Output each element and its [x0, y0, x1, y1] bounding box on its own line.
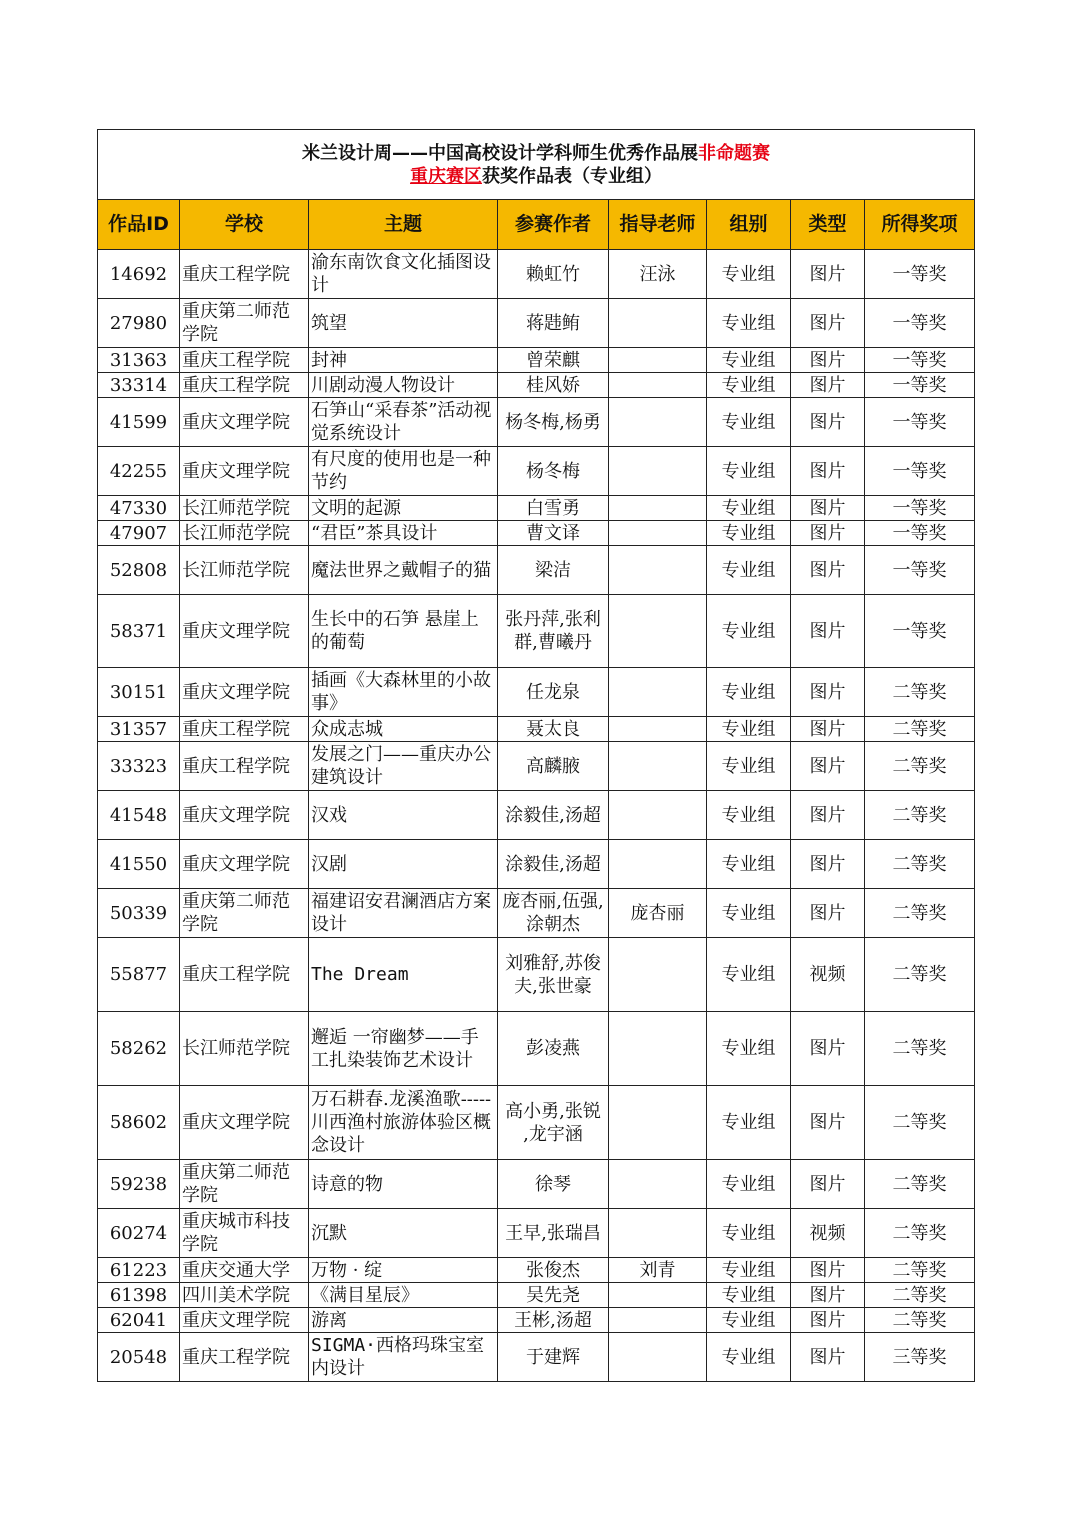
- cell-type: 图片: [791, 250, 865, 299]
- table-row: [98, 1160, 975, 1209]
- cell-type: 图片: [791, 1308, 865, 1333]
- cell-teacher: [609, 717, 707, 742]
- cell-award: 二等奖: [865, 938, 975, 1012]
- title-row: [98, 130, 975, 200]
- cell-author: 高小勇,张锐 ,龙宇涵: [498, 1086, 609, 1160]
- table-row: [98, 496, 975, 521]
- table-row: [98, 1012, 975, 1086]
- table-row: [98, 595, 975, 668]
- cell-topic: 邂逅 一帘幽梦——手工扎染装饰艺术设计: [309, 1012, 498, 1086]
- header-author: 参赛作者: [498, 200, 609, 250]
- cell-author: 梁洁: [498, 546, 609, 595]
- cell-author: 曹文译: [498, 521, 609, 546]
- cell-topic: 川剧动漫人物设计: [309, 373, 498, 398]
- table-row: [98, 299, 975, 348]
- cell-topic: SIGMA·西格玛珠宝室内设计: [309, 1333, 498, 1382]
- cell-type: 图片: [791, 717, 865, 742]
- cell-teacher: [609, 1308, 707, 1333]
- cell-author: 王早,张瑞昌: [498, 1209, 609, 1258]
- cell-author: 张丹萍,张利群,曹曦丹: [498, 595, 609, 668]
- cell-award: 三等奖: [865, 1333, 975, 1382]
- cell-school: 长江师范学院: [180, 1012, 309, 1086]
- cell-teacher: [609, 668, 707, 717]
- cell-award: 二等奖: [865, 1283, 975, 1308]
- cell-id: 41550: [98, 840, 180, 889]
- cell-topic: The Dream: [309, 938, 498, 1012]
- table-row: [98, 889, 975, 938]
- cell-id: 41548: [98, 791, 180, 840]
- table-row: [98, 938, 975, 1012]
- cell-type: 视频: [791, 1209, 865, 1258]
- title-highlight-1: 非命题赛: [698, 142, 770, 164]
- cell-teacher: 汪泳: [609, 250, 707, 299]
- cell-author: 聂太良: [498, 717, 609, 742]
- cell-id: 42255: [98, 447, 180, 496]
- cell-id: 31357: [98, 717, 180, 742]
- cell-school: 重庆文理学院: [180, 447, 309, 496]
- cell-award: 一等奖: [865, 398, 975, 447]
- table-row: [98, 250, 975, 299]
- cell-award: 二等奖: [865, 1209, 975, 1258]
- cell-id: 20548: [98, 1333, 180, 1382]
- table-row: [98, 1258, 975, 1283]
- cell-topic: 发展之门——重庆办公建筑设计: [309, 742, 498, 791]
- cell-author: 徐琴: [498, 1160, 609, 1209]
- cell-teacher: [609, 546, 707, 595]
- cell-award: 一等奖: [865, 373, 975, 398]
- cell-type: 图片: [791, 791, 865, 840]
- cell-teacher: 庞杏丽: [609, 889, 707, 938]
- cell-award: 二等奖: [865, 840, 975, 889]
- cell-author: 曾荣麒: [498, 348, 609, 373]
- title-highlight-2: 重庆赛区: [410, 165, 482, 187]
- cell-type: 图片: [791, 447, 865, 496]
- cell-author: 高麟腋: [498, 742, 609, 791]
- header-row: [98, 200, 975, 250]
- cell-topic: 沉默: [309, 1209, 498, 1258]
- cell-school: 重庆工程学院: [180, 250, 309, 299]
- cell-school: 重庆第二师范学院: [180, 299, 309, 348]
- cell-type: 图片: [791, 299, 865, 348]
- table-row: [98, 373, 975, 398]
- cell-topic: 汉戏: [309, 791, 498, 840]
- cell-topic: 众成志城: [309, 717, 498, 742]
- cell-school: 重庆工程学院: [180, 373, 309, 398]
- cell-school: 重庆工程学院: [180, 348, 309, 373]
- title-line-1-text: 米兰设计周——中国高校设计学科师生优秀作品展: [302, 142, 698, 164]
- table-row: [98, 521, 975, 546]
- table-row: [98, 1086, 975, 1160]
- cell-award: 一等奖: [865, 496, 975, 521]
- cell-school: 四川美术学院: [180, 1283, 309, 1308]
- cell-teacher: [609, 840, 707, 889]
- cell-topic: 游离: [309, 1308, 498, 1333]
- cell-school: 重庆交通大学: [180, 1258, 309, 1283]
- cell-author: 涂毅佳,汤超: [498, 791, 609, 840]
- cell-award: 二等奖: [865, 668, 975, 717]
- cell-id: 58602: [98, 1086, 180, 1160]
- cell-school: 重庆文理学院: [180, 1086, 309, 1160]
- cell-group: 专业组: [707, 373, 791, 398]
- header-group: 组别: [707, 200, 791, 250]
- cell-school: 长江师范学院: [180, 496, 309, 521]
- header-teacher: 指导老师: [609, 200, 707, 250]
- cell-type: 图片: [791, 1012, 865, 1086]
- cell-id: 62041: [98, 1308, 180, 1333]
- cell-school: 重庆文理学院: [180, 791, 309, 840]
- table-row: [98, 1308, 975, 1333]
- cell-topic: 文明的起源: [309, 496, 498, 521]
- cell-award: 二等奖: [865, 791, 975, 840]
- cell-teacher: [609, 447, 707, 496]
- cell-group: 专业组: [707, 668, 791, 717]
- cell-type: 图片: [791, 668, 865, 717]
- cell-school: 重庆第二师范学院: [180, 1160, 309, 1209]
- table-row: [98, 1283, 975, 1308]
- cell-id: 14692: [98, 250, 180, 299]
- cell-school: 重庆城市科技学院: [180, 1209, 309, 1258]
- cell-award: 一等奖: [865, 521, 975, 546]
- cell-school: 重庆文理学院: [180, 595, 309, 668]
- cell-type: 图片: [791, 546, 865, 595]
- cell-group: 专业组: [707, 717, 791, 742]
- table-row: [98, 668, 975, 717]
- cell-school: 重庆文理学院: [180, 1308, 309, 1333]
- cell-award: 二等奖: [865, 1012, 975, 1086]
- cell-award: 一等奖: [865, 348, 975, 373]
- cell-id: 55877: [98, 938, 180, 1012]
- cell-id: 27980: [98, 299, 180, 348]
- cell-type: 图片: [791, 742, 865, 791]
- cell-topic: 渝东南饮食文化插图设计: [309, 250, 498, 299]
- cell-group: 专业组: [707, 299, 791, 348]
- cell-author: 于建辉: [498, 1333, 609, 1382]
- cell-id: 50339: [98, 889, 180, 938]
- cell-topic: 插画《大森林里的小故事》: [309, 668, 498, 717]
- cell-author: 刘雅舒,苏俊夫,张世豪: [498, 938, 609, 1012]
- cell-group: 专业组: [707, 447, 791, 496]
- cell-topic: 生长中的石笋 悬崖上的葡萄: [309, 595, 498, 668]
- table-row: [98, 398, 975, 447]
- cell-school: 重庆工程学院: [180, 742, 309, 791]
- cell-school: 重庆第二师范学院: [180, 889, 309, 938]
- cell-topic: 《满目星辰》: [309, 1283, 498, 1308]
- cell-school: 重庆工程学院: [180, 717, 309, 742]
- cell-type: 图片: [791, 1086, 865, 1160]
- cell-group: 专业组: [707, 1086, 791, 1160]
- cell-teacher: [609, 299, 707, 348]
- cell-id: 61223: [98, 1258, 180, 1283]
- header-type: 类型: [791, 200, 865, 250]
- cell-award: 一等奖: [865, 299, 975, 348]
- cell-author: 蒋韪鲔: [498, 299, 609, 348]
- cell-group: 专业组: [707, 521, 791, 546]
- cell-teacher: [609, 348, 707, 373]
- cell-id: 41599: [98, 398, 180, 447]
- cell-teacher: [609, 938, 707, 1012]
- cell-school: 重庆文理学院: [180, 840, 309, 889]
- cell-award: 二等奖: [865, 742, 975, 791]
- cell-id: 61398: [98, 1283, 180, 1308]
- cell-topic: 万物 · 绽: [309, 1258, 498, 1283]
- cell-author: 彭凌燕: [498, 1012, 609, 1086]
- cell-type: 图片: [791, 496, 865, 521]
- cell-award: 一等奖: [865, 595, 975, 668]
- table-row: [98, 717, 975, 742]
- cell-group: 专业组: [707, 938, 791, 1012]
- table-row: [98, 791, 975, 840]
- cell-id: 33323: [98, 742, 180, 791]
- table-row: [98, 348, 975, 373]
- cell-topic: 筑望: [309, 299, 498, 348]
- table-row: [98, 447, 975, 496]
- cell-author: 张俊杰: [498, 1258, 609, 1283]
- title-line-2: [100, 165, 972, 188]
- cell-group: 专业组: [707, 1012, 791, 1086]
- cell-type: 图片: [791, 1333, 865, 1382]
- cell-group: 专业组: [707, 840, 791, 889]
- cell-type: 图片: [791, 1258, 865, 1283]
- cell-group: 专业组: [707, 1258, 791, 1283]
- cell-school: 重庆工程学院: [180, 938, 309, 1012]
- table-row: [98, 546, 975, 595]
- cell-group: 专业组: [707, 1283, 791, 1308]
- cell-type: 视频: [791, 938, 865, 1012]
- cell-teacher: [609, 373, 707, 398]
- cell-teacher: [609, 398, 707, 447]
- cell-id: 52808: [98, 546, 180, 595]
- title-line-2-text: 获奖作品表（专业组）: [482, 165, 662, 187]
- table-row: [98, 1209, 975, 1258]
- cell-award: 二等奖: [865, 1160, 975, 1209]
- header-topic: 主题: [309, 200, 498, 250]
- cell-award: 二等奖: [865, 717, 975, 742]
- cell-type: 图片: [791, 840, 865, 889]
- cell-teacher: [609, 791, 707, 840]
- cell-teacher: [609, 521, 707, 546]
- cell-topic: 魔法世界之戴帽子的猫: [309, 546, 498, 595]
- cell-group: 专业组: [707, 250, 791, 299]
- cell-topic: “君臣”茶具设计: [309, 521, 498, 546]
- cell-id: 33314: [98, 373, 180, 398]
- cell-award: 一等奖: [865, 546, 975, 595]
- cell-type: 图片: [791, 521, 865, 546]
- cell-id: 58262: [98, 1012, 180, 1086]
- cell-author: 杨冬梅: [498, 447, 609, 496]
- cell-award: 二等奖: [865, 1308, 975, 1333]
- cell-group: 专业组: [707, 496, 791, 521]
- header-id: 作品ID: [98, 200, 180, 250]
- cell-topic: 石笋山“采春茶”活动视觉系统设计: [309, 398, 498, 447]
- cell-author: 白雪勇: [498, 496, 609, 521]
- cell-topic: 福建诏安君澜酒店方案设计: [309, 889, 498, 938]
- awards-table: [97, 129, 975, 1382]
- cell-group: 专业组: [707, 398, 791, 447]
- cell-id: 58371: [98, 595, 180, 668]
- cell-school: 重庆文理学院: [180, 668, 309, 717]
- cell-type: 图片: [791, 889, 865, 938]
- cell-teacher: [609, 1086, 707, 1160]
- cell-teacher: 刘青: [609, 1258, 707, 1283]
- table-row: [98, 840, 975, 889]
- cell-school: 长江师范学院: [180, 546, 309, 595]
- cell-teacher: [609, 496, 707, 521]
- cell-type: 图片: [791, 373, 865, 398]
- cell-group: 专业组: [707, 1209, 791, 1258]
- cell-teacher: [609, 742, 707, 791]
- cell-author: 任龙泉: [498, 668, 609, 717]
- cell-teacher: [609, 1160, 707, 1209]
- cell-teacher: [609, 1209, 707, 1258]
- cell-author: 吴先尧: [498, 1283, 609, 1308]
- cell-group: 专业组: [707, 546, 791, 595]
- cell-group: 专业组: [707, 889, 791, 938]
- cell-author: 庞杏丽,伍强,涂朝杰: [498, 889, 609, 938]
- cell-group: 专业组: [707, 791, 791, 840]
- cell-id: 59238: [98, 1160, 180, 1209]
- header-award: 所得奖项: [865, 200, 975, 250]
- cell-type: 图片: [791, 348, 865, 373]
- cell-group: 专业组: [707, 1333, 791, 1382]
- cell-author: 涂毅佳,汤超: [498, 840, 609, 889]
- cell-id: 60274: [98, 1209, 180, 1258]
- title-line-1: [100, 142, 972, 165]
- cell-award: 二等奖: [865, 1086, 975, 1160]
- cell-id: 47330: [98, 496, 180, 521]
- table-row: [98, 742, 975, 791]
- cell-topic: 有尺度的使用也是一种节约: [309, 447, 498, 496]
- cell-type: 图片: [791, 595, 865, 668]
- cell-group: 专业组: [707, 595, 791, 668]
- cell-group: 专业组: [707, 1160, 791, 1209]
- cell-group: 专业组: [707, 1308, 791, 1333]
- cell-award: 二等奖: [865, 889, 975, 938]
- cell-type: 图片: [791, 1160, 865, 1209]
- cell-topic: 汉剧: [309, 840, 498, 889]
- cell-group: 专业组: [707, 348, 791, 373]
- header-school: 学校: [180, 200, 309, 250]
- cell-author: 赖虹竹: [498, 250, 609, 299]
- cell-author: 桂风娇: [498, 373, 609, 398]
- cell-topic: 万石耕春.龙溪渔歌-----川西渔村旅游体验区概念设计: [309, 1086, 498, 1160]
- cell-teacher: [609, 1333, 707, 1382]
- cell-type: 图片: [791, 398, 865, 447]
- cell-school: 长江师范学院: [180, 521, 309, 546]
- cell-group: 专业组: [707, 742, 791, 791]
- cell-award: 二等奖: [865, 1258, 975, 1283]
- cell-id: 30151: [98, 668, 180, 717]
- cell-award: 一等奖: [865, 250, 975, 299]
- table-row: [98, 1333, 975, 1382]
- sheet-title: [98, 130, 975, 200]
- cell-award: 一等奖: [865, 447, 975, 496]
- cell-author: 王彬,汤超: [498, 1308, 609, 1333]
- cell-school: 重庆文理学院: [180, 398, 309, 447]
- cell-topic: 封神: [309, 348, 498, 373]
- cell-id: 47907: [98, 521, 180, 546]
- cell-id: 31363: [98, 348, 180, 373]
- cell-author: 杨冬梅,杨勇: [498, 398, 609, 447]
- cell-type: 图片: [791, 1283, 865, 1308]
- cell-topic: 诗意的物: [309, 1160, 498, 1209]
- cell-teacher: [609, 1283, 707, 1308]
- cell-teacher: [609, 595, 707, 668]
- cell-school: 重庆工程学院: [180, 1333, 309, 1382]
- cell-teacher: [609, 1012, 707, 1086]
